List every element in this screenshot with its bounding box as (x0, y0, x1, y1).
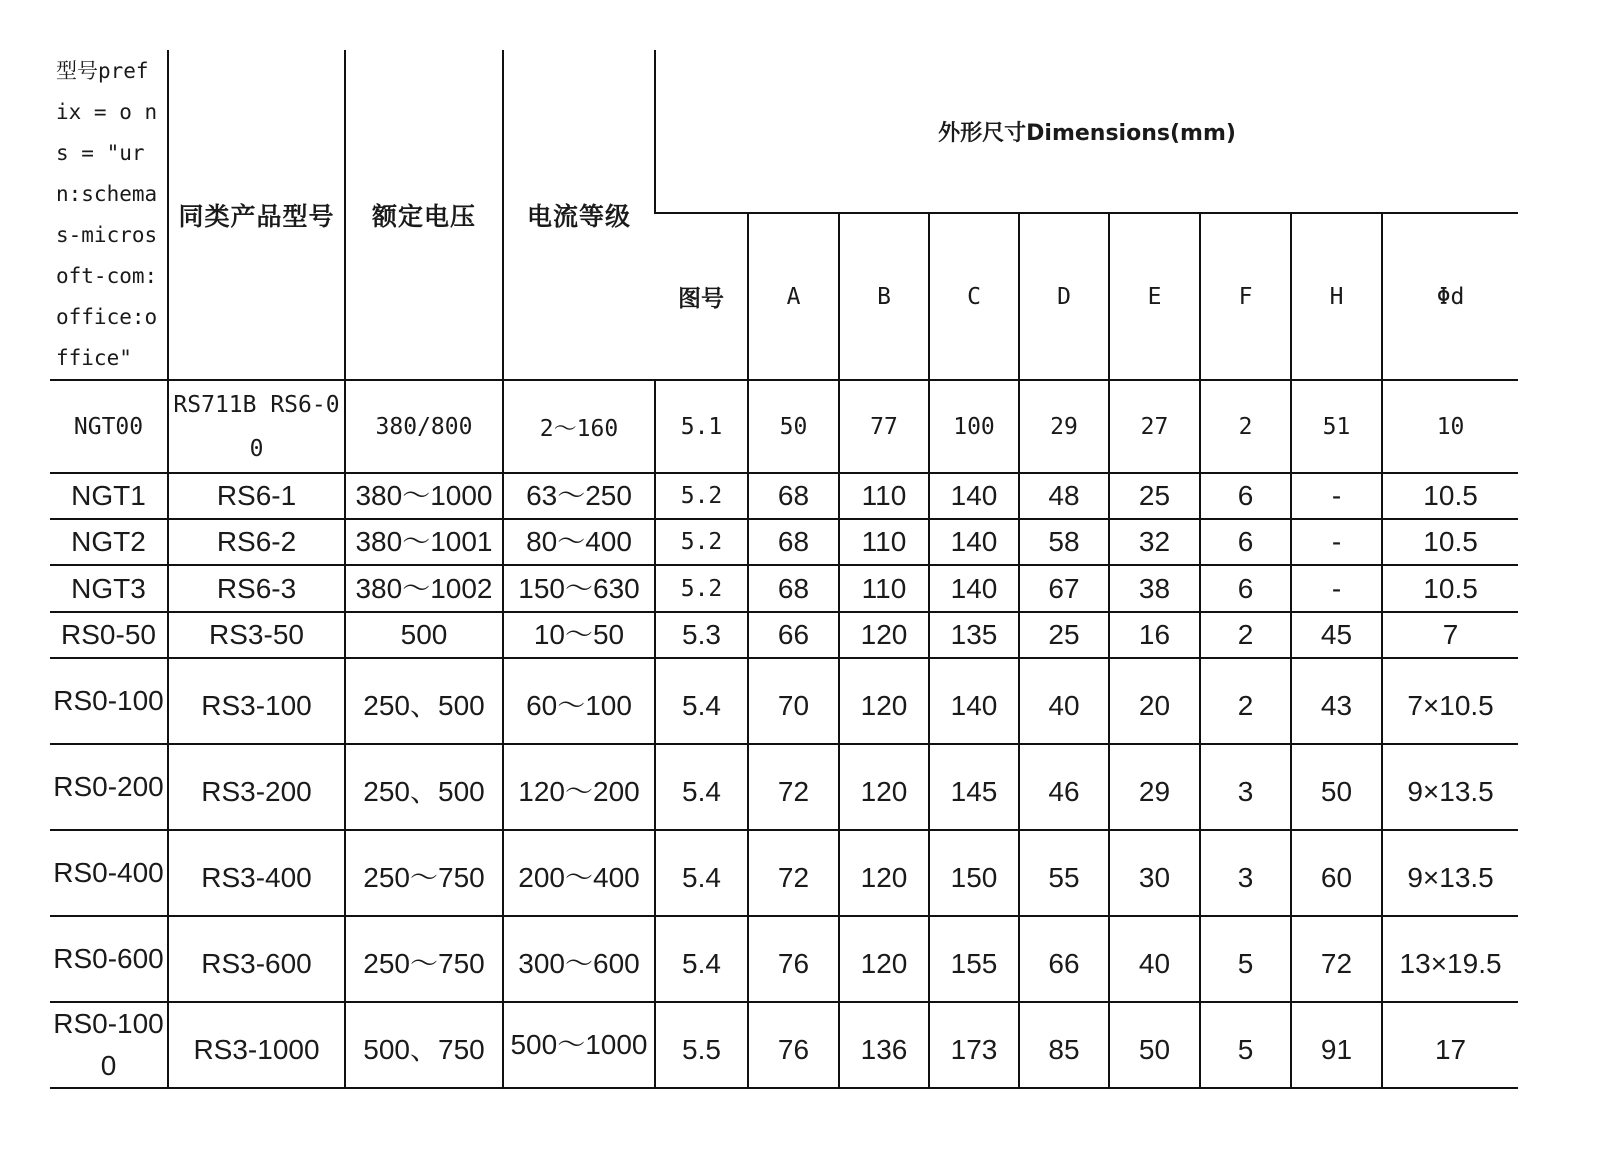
cell-model: RS0-50 (50, 612, 168, 658)
cell-a: 68 (748, 473, 839, 519)
header-similar-model: 同类产品型号 (168, 50, 345, 380)
dimensions-table (50, 50, 1518, 1089)
cell-h: 50 (1291, 744, 1382, 830)
cell-phi-d: 10.5 (1382, 565, 1518, 612)
cell-h: 91 (1291, 1002, 1382, 1088)
cell-f: 6 (1200, 565, 1291, 612)
cell-d: 85 (1019, 1002, 1109, 1088)
cell-similar-model: RS3-200 (168, 744, 345, 830)
cell-h: 60 (1291, 830, 1382, 916)
cell-c: 155 (929, 916, 1019, 1002)
cell-h: - (1291, 473, 1382, 519)
cell-b: 77 (839, 380, 929, 473)
cell-c: 140 (929, 565, 1019, 612)
header-dim-h: H (1291, 213, 1382, 380)
cell-d: 40 (1019, 658, 1109, 744)
cell-b: 136 (839, 1002, 929, 1088)
table-row (50, 658, 1518, 744)
cell-h: 51 (1291, 380, 1382, 473)
table-row (50, 1002, 1518, 1088)
cell-model: RS0-600 (50, 916, 168, 1002)
cell-phi-d: 9×13.5 (1382, 830, 1518, 916)
cell-figure: 5.4 (655, 744, 748, 830)
cell-a: 72 (748, 744, 839, 830)
cell-a: 72 (748, 830, 839, 916)
cell-figure: 5.2 (655, 519, 748, 565)
cell-model: RS0-100 (50, 658, 168, 744)
cell-f: 5 (1200, 1002, 1291, 1088)
table-row (50, 830, 1518, 916)
table-row (50, 744, 1518, 830)
cell-current: 60～100 (503, 658, 655, 744)
cell-d: 66 (1019, 916, 1109, 1002)
cell-current: 63～250 (503, 473, 655, 519)
cell-a: 76 (748, 1002, 839, 1088)
cell-b: 110 (839, 473, 929, 519)
cell-d: 29 (1019, 380, 1109, 473)
header-dim-e: E (1109, 213, 1200, 380)
cell-c: 145 (929, 744, 1019, 830)
cell-voltage: 250、500 (345, 658, 503, 744)
table-row (50, 473, 1518, 519)
cell-similar-model: RS3-600 (168, 916, 345, 1002)
cell-figure: 5.2 (655, 565, 748, 612)
cell-figure: 5.5 (655, 1002, 748, 1088)
cell-a: 76 (748, 916, 839, 1002)
cell-current: 80～400 (503, 519, 655, 565)
cell-b: 120 (839, 658, 929, 744)
header-dimensions: 外形尺寸Dimensions(mm) (655, 50, 1518, 213)
cell-c: 150 (929, 830, 1019, 916)
cell-a: 68 (748, 519, 839, 565)
table-row (50, 612, 1518, 658)
cell-similar-model: RS6-1 (168, 473, 345, 519)
header-dim-phi-d: Φd (1382, 213, 1518, 380)
cell-phi-d: 10.5 (1382, 473, 1518, 519)
cell-current: 500～1000 (503, 1002, 655, 1088)
header-dim-d: D (1019, 213, 1109, 380)
cell-e: 32 (1109, 519, 1200, 565)
cell-f: 3 (1200, 744, 1291, 830)
table-row (50, 565, 1518, 612)
cell-voltage: 500、750 (345, 1002, 503, 1088)
cell-current: 200～400 (503, 830, 655, 916)
cell-model: NGT3 (50, 565, 168, 612)
cell-e: 16 (1109, 612, 1200, 658)
cell-similar-model: RS6-3 (168, 565, 345, 612)
cell-b: 110 (839, 565, 929, 612)
cell-current: 10～50 (503, 612, 655, 658)
cell-e: 25 (1109, 473, 1200, 519)
cell-model: RS0-1000 (50, 1002, 168, 1088)
cell-a: 68 (748, 565, 839, 612)
cell-e: 29 (1109, 744, 1200, 830)
cell-b: 120 (839, 612, 929, 658)
cell-b: 120 (839, 744, 929, 830)
cell-voltage: 380～1001 (345, 519, 503, 565)
table-row (50, 380, 1518, 473)
cell-e: 38 (1109, 565, 1200, 612)
cell-f: 6 (1200, 473, 1291, 519)
cell-a: 50 (748, 380, 839, 473)
header-figure-number: 图号 (655, 213, 748, 380)
cell-phi-d: 7 (1382, 612, 1518, 658)
cell-c: 173 (929, 1002, 1019, 1088)
cell-figure: 5.4 (655, 830, 748, 916)
cell-f: 2 (1200, 612, 1291, 658)
cell-d: 46 (1019, 744, 1109, 830)
cell-f: 5 (1200, 916, 1291, 1002)
header-model-prefix: 型号pref ix = o n s = "ur n:schema s-micros oft-com: office:o ffice" (50, 50, 168, 380)
cell-similar-model: RS6-2 (168, 519, 345, 565)
cell-figure: 5.4 (655, 658, 748, 744)
cell-voltage: 250、500 (345, 744, 503, 830)
cell-voltage: 380～1000 (345, 473, 503, 519)
cell-similar-model: RS3-1000 (168, 1002, 345, 1088)
cell-d: 55 (1019, 830, 1109, 916)
cell-e: 50 (1109, 1002, 1200, 1088)
cell-d: 67 (1019, 565, 1109, 612)
cell-voltage: 380～1002 (345, 565, 503, 612)
cell-similar-model: RS711B RS6-00 (168, 380, 345, 473)
header-dim-a: A (748, 213, 839, 380)
cell-e: 27 (1109, 380, 1200, 473)
cell-e: 30 (1109, 830, 1200, 916)
cell-similar-model: RS3-100 (168, 658, 345, 744)
cell-a: 66 (748, 612, 839, 658)
cell-e: 40 (1109, 916, 1200, 1002)
cell-model: NGT2 (50, 519, 168, 565)
cell-figure: 5.4 (655, 916, 748, 1002)
header-dim-f: F (1200, 213, 1291, 380)
cell-h: - (1291, 565, 1382, 612)
cell-current: 120～200 (503, 744, 655, 830)
cell-model: RS0-400 (50, 830, 168, 916)
cell-c: 135 (929, 612, 1019, 658)
cell-voltage: 500 (345, 612, 503, 658)
cell-f: 2 (1200, 658, 1291, 744)
cell-current: 300～600 (503, 916, 655, 1002)
cell-figure: 5.1 (655, 380, 748, 473)
cell-similar-model: RS3-400 (168, 830, 345, 916)
cell-figure: 5.2 (655, 473, 748, 519)
cell-voltage: 250～750 (345, 830, 503, 916)
cell-b: 120 (839, 916, 929, 1002)
cell-f: 3 (1200, 830, 1291, 916)
cell-current: 2～160 (503, 380, 655, 473)
cell-phi-d: 13×19.5 (1382, 916, 1518, 1002)
table-row (50, 916, 1518, 1002)
cell-h: 45 (1291, 612, 1382, 658)
cell-f: 2 (1200, 380, 1291, 473)
cell-a: 70 (748, 658, 839, 744)
cell-c: 100 (929, 380, 1019, 473)
cell-current: 150～630 (503, 565, 655, 612)
cell-model: RS0-200 (50, 744, 168, 830)
header-dim-b: B (839, 213, 929, 380)
cell-h: - (1291, 519, 1382, 565)
cell-phi-d: 17 (1382, 1002, 1518, 1088)
cell-d: 48 (1019, 473, 1109, 519)
cell-c: 140 (929, 658, 1019, 744)
cell-h: 72 (1291, 916, 1382, 1002)
cell-phi-d: 7×10.5 (1382, 658, 1518, 744)
header-current-grade: 电流等级 (503, 50, 655, 380)
cell-similar-model: RS3-50 (168, 612, 345, 658)
cell-b: 120 (839, 830, 929, 916)
cell-phi-d: 9×13.5 (1382, 744, 1518, 830)
table-row (50, 519, 1518, 565)
cell-figure: 5.3 (655, 612, 748, 658)
cell-model: NGT00 (50, 380, 168, 473)
cell-voltage: 380/800 (345, 380, 503, 473)
cell-h: 43 (1291, 658, 1382, 744)
cell-b: 110 (839, 519, 929, 565)
cell-d: 58 (1019, 519, 1109, 565)
cell-c: 140 (929, 519, 1019, 565)
cell-c: 140 (929, 473, 1019, 519)
header-dim-c: C (929, 213, 1019, 380)
cell-phi-d: 10 (1382, 380, 1518, 473)
cell-voltage: 250～750 (345, 916, 503, 1002)
cell-phi-d: 10.5 (1382, 519, 1518, 565)
cell-model: NGT1 (50, 473, 168, 519)
cell-d: 25 (1019, 612, 1109, 658)
cell-f: 6 (1200, 519, 1291, 565)
header-rated-voltage: 额定电压 (345, 50, 503, 380)
cell-e: 20 (1109, 658, 1200, 744)
